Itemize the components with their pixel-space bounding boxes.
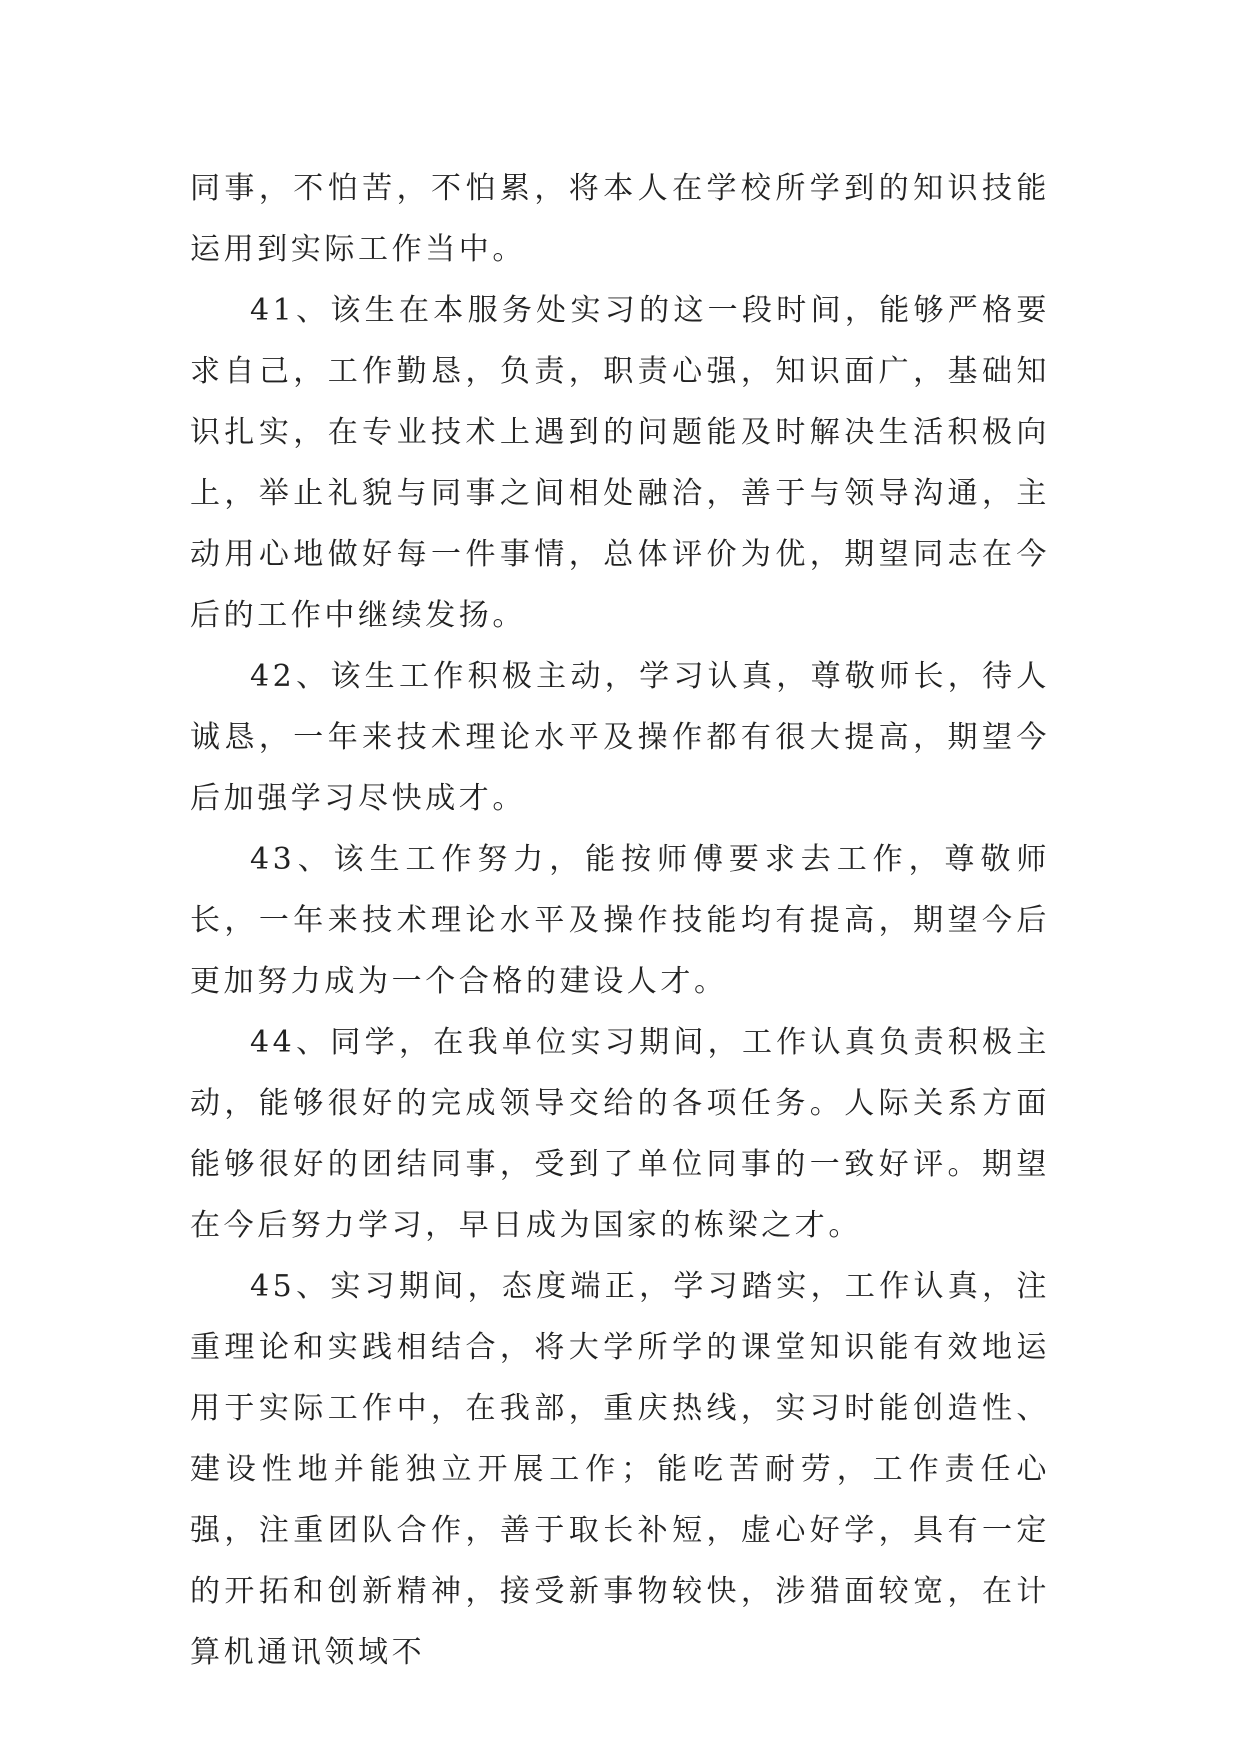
- paragraph-45: 45、实习期间，态度端正，学习踏实，工作认真，注重理论和实践相结合，将大学所学的课堂知识能有效地运用于实际工作中，在我部，重庆热线，实习时能创造性、建设性地并能独立开展工作；能吃苦耐劳，工作责任心强，注重团队合作，善于取长补短，虚心好学，具有一定的开拓和创新精神，接受新事物较快，涉猎面较宽，在计算机通讯领域不: [190, 1269, 1050, 1670]
- paragraph-42: 42、该生工作积极主动，学习认真，尊敬师长，待人诚恳，一年来技术理论水平及操作都有很大提高，期望今后加强学习尽快成才。: [190, 659, 1050, 816]
- paragraph-continuation: 同事，不怕苦，不怕累，将本人在学校所学到的知识技能运用到实际工作当中。: [190, 171, 1050, 267]
- paragraph-41: 41、该生在本服务处实习的这一段时间，能够严格要求自己，工作勤恳，负责，职责心强，知识面广，基础知识扎实，在专业技术上遇到的问题能及时解决生活积极向上，举止礼貌与同事之间相处融洽，善于与领导沟通，主动用心地做好每一件事情，总体评价为优，期望同志在今后的工作中继续发扬。: [190, 293, 1050, 633]
- paragraph-44: 44、同学，在我单位实习期间，工作认真负责积极主动，能够很好的完成领导交给的各项任务。人际关系方面能够很好的团结同事，受到了单位同事的一致好评。期望在今后努力学习，早日成为国家的栋梁之才。: [190, 1025, 1050, 1243]
- paragraph-43: 43、该生工作努力，能按师傅要求去工作，尊敬师长，一年来技术理论水平及操作技能均有提高，期望今后更加努力成为一个合格的建设人才。: [190, 842, 1050, 999]
- document-body: [190, 158, 1050, 1683]
